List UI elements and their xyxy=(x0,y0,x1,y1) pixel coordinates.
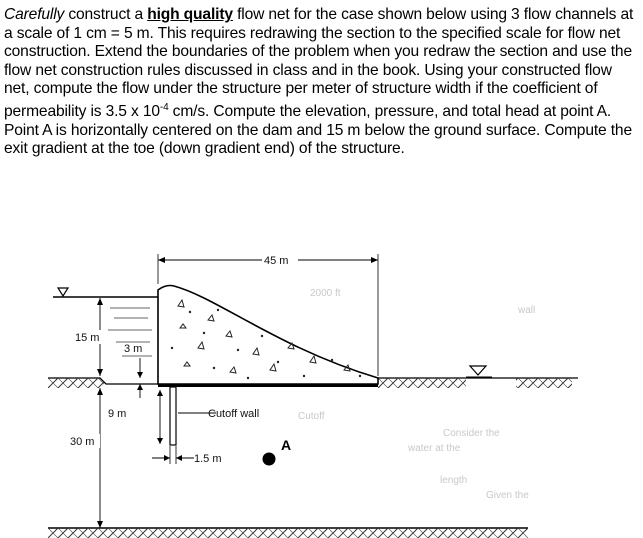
problem-statement xyxy=(4,6,636,159)
dam-section-diagram xyxy=(48,238,620,538)
ghost-text-5: Given the xyxy=(486,490,529,501)
ghost-text-3: Consider the xyxy=(443,428,500,439)
cutoff-thickness-dimension xyxy=(152,446,222,465)
cutoff-wall xyxy=(170,387,176,445)
water-level-triangle-downstream xyxy=(470,366,486,375)
downstream-ground-hatch xyxy=(378,378,466,388)
embedment-dimension xyxy=(124,343,156,398)
water-level-triangle-upstream xyxy=(58,288,68,296)
downstream-ground-hatch-2 xyxy=(516,378,572,388)
ghost-text-7: wall xyxy=(518,305,536,316)
dam-length-label: 45 m xyxy=(264,255,289,267)
headwater-dimension xyxy=(74,298,104,376)
upstream-ground-hatch xyxy=(48,378,104,388)
cutoff-depth-label: 9 m xyxy=(108,408,127,420)
dam-base xyxy=(158,384,378,387)
point-a-marker xyxy=(263,453,276,466)
ghost-text-6: length xyxy=(440,475,468,486)
concrete-dam xyxy=(158,286,378,388)
cutoff-depth-dimension xyxy=(108,390,163,444)
statement-part-2: flow net for the case shown below using 3 flow channels at a scale of 1 cm = 5 m. This requires redrawing the section to the specified scale for flow net construction. Extend the boundaries of the problem when you redraw the section and use the flow net construction rules discussed in class and in the book. Using your constructed flow net, compute the flow under the structure per meter of structure width if the coefficient of permeability is 3.5 x 10 xyxy=(4,6,634,121)
faint-background-text xyxy=(298,288,535,501)
statement-part-1: construct a xyxy=(64,6,148,23)
lead-word: Carefully xyxy=(4,6,65,23)
exponent: -4 xyxy=(159,101,169,113)
embedment-label: 3 m xyxy=(124,343,143,355)
layer-thickness-dimension xyxy=(68,388,103,528)
emphasis-text: high quality xyxy=(147,6,233,23)
ghost-text-1: 2000 ft xyxy=(310,288,341,299)
ghost-text-4: water at the xyxy=(408,443,461,454)
point-a xyxy=(263,437,292,466)
cutoff-thickness-label: 1.5 m xyxy=(194,453,222,465)
headwater-label: 15 m xyxy=(75,332,100,344)
problem-paragraph xyxy=(4,6,636,159)
impermeable-base xyxy=(48,528,528,538)
layer-thickness-label: 30 m xyxy=(70,436,95,448)
ghost-text-2: Cutoff xyxy=(298,411,325,422)
dam-figure xyxy=(48,238,620,538)
cutoff-wall-label: Cutoff wall xyxy=(208,408,260,420)
statement-part-3: cm/s. Compute the elevation, pressure, and total head at point A. Point A is horizontally centered on the dam and 15 m below the ground surface. Compute the exit gradient at the toe (down gradient end) of the structure. xyxy=(4,103,632,158)
point-a-label: A xyxy=(281,437,292,453)
